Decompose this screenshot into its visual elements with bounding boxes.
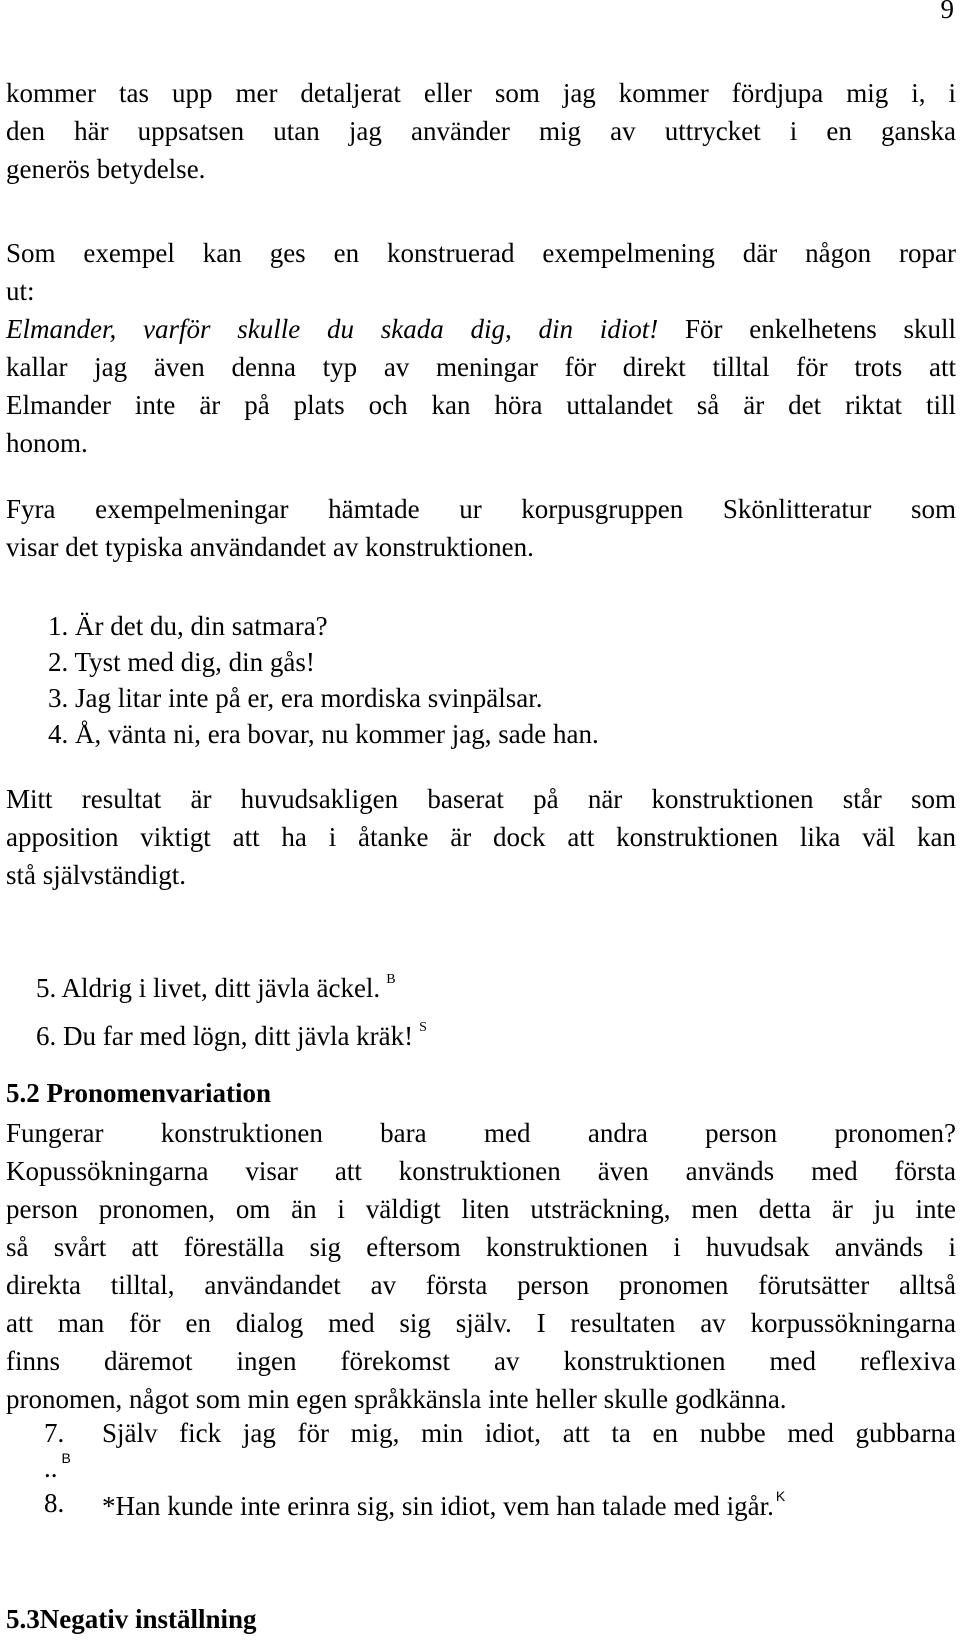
example-list-2: [36, 960, 427, 1056]
section52-paragraph: [6, 1114, 956, 1418]
source-marker: K: [775, 1488, 786, 1504]
paragraph-line: Som exempel kan ges en konstruerad exempelmening där någon ropar: [6, 238, 956, 268]
list-item: Själv fick jag för mig, min idiot, att ta en nubbe med gubbarna: [102, 1418, 956, 1448]
list-item: *Han kunde inte erinra sig, sin idiot, vem han talade med igår. $^K$: [102, 1488, 786, 1521]
intro-paragraph: [6, 74, 956, 188]
example-list: [48, 608, 599, 752]
list-item: 5. Aldrig i livet, ditt jävla äckel. $^B$: [36, 972, 396, 1003]
paragraph-line: Kopussökningarna visar att konstruktionen även används med första: [6, 1156, 956, 1186]
paragraph-line: Fungerar konstruktionen bara med andra person pronomen?: [6, 1118, 956, 1148]
paragraph-line: så svårt att föreställa sig eftersom konstruktionen i huvudsak används i: [6, 1232, 956, 1262]
section-heading: 5.2 Pronomenvariation: [6, 1078, 271, 1108]
paragraph-line: kallar jag även denna typ av meningar för direkt tilltal för trots att: [6, 352, 956, 382]
list-item: 4. Å, vänta ni, era bovar, nu kommer jag, sade han.: [48, 719, 599, 749]
section-heading: 5.3Negativ inställning: [6, 1604, 257, 1634]
page-number: 9: [940, 0, 954, 24]
paragraph-line: finns däremot ingen förekomst av konstruktionen med reflexiva: [6, 1346, 956, 1376]
paragraph-line: Mitt resultat är huvudsakligen baserat på när konstruktionen står som: [6, 784, 956, 814]
paragraph-line: apposition viktigt att ha i åtanke är dock att konstruktionen lika väl kan: [6, 822, 956, 852]
paragraph-line: ut:: [6, 276, 35, 306]
list-item: 2. Tyst med dig, din gås!: [48, 647, 315, 677]
list-item-number: 7.: [44, 1418, 65, 1448]
paragraph-line: pronomen, något som min egen språkkänsla inte heller skulle godkänna.: [6, 1384, 787, 1414]
paragraph-line: Elmander inte är på plats och kan höra uttalandet så är det riktat till: [6, 390, 956, 420]
example-paragraph: [6, 310, 956, 462]
list-item: 6. Du far med lögn, ditt jävla kräk! $^S$: [36, 1020, 427, 1051]
paragraph-line: person pronomen, om än i väldigt liten utsträckning, men detta är ju inte: [6, 1194, 956, 1224]
paragraph-line: stå självständigt.: [6, 860, 186, 890]
example-intro-paragraph: [6, 234, 956, 310]
list-item-number: 8.: [44, 1488, 65, 1518]
example-continuation: För enkelhetens skull: [658, 314, 956, 344]
paragraph-line: Fyra exempelmeningar hämtade ur korpusgruppen Skönlitteratur som: [6, 494, 956, 524]
paragraph-line: att man för en dialog med sig själv. I resultaten av korpussökningarna: [6, 1308, 956, 1338]
paragraph-line: visar det typiska användandet av konstruktionen.: [6, 532, 534, 562]
source-marker: S: [419, 1020, 427, 1035]
paragraph-line: honom.: [6, 428, 88, 458]
list-item: 3. Jag litar inte på er, era mordiska svinpälsar.: [48, 683, 543, 713]
paragraph-line: kommer tas upp mer detaljerat eller som jag kommer fördjupa mig i, i: [6, 78, 956, 108]
paragraph-line: den här uppsatsen utan jag använder mig av uttrycket i en ganska: [6, 116, 956, 146]
source-marker: B: [386, 972, 396, 987]
fyra-paragraph: [6, 490, 956, 566]
mitt-paragraph: [6, 780, 956, 894]
list-item-continuation: .. $^B$: [44, 1450, 71, 1483]
paragraph-line: [6, 310, 956, 348]
example-sentence: Elmander, varför skulle du skada dig, din idiot!: [6, 314, 659, 344]
paragraph-line: generös betydelse.: [6, 154, 206, 184]
source-marker: B: [61, 1450, 71, 1466]
paragraph-line: direkta tilltal, användandet av första person pronomen förutsätter alltså: [6, 1270, 956, 1300]
list-item: 1. Är det du, din satmara?: [48, 611, 328, 641]
